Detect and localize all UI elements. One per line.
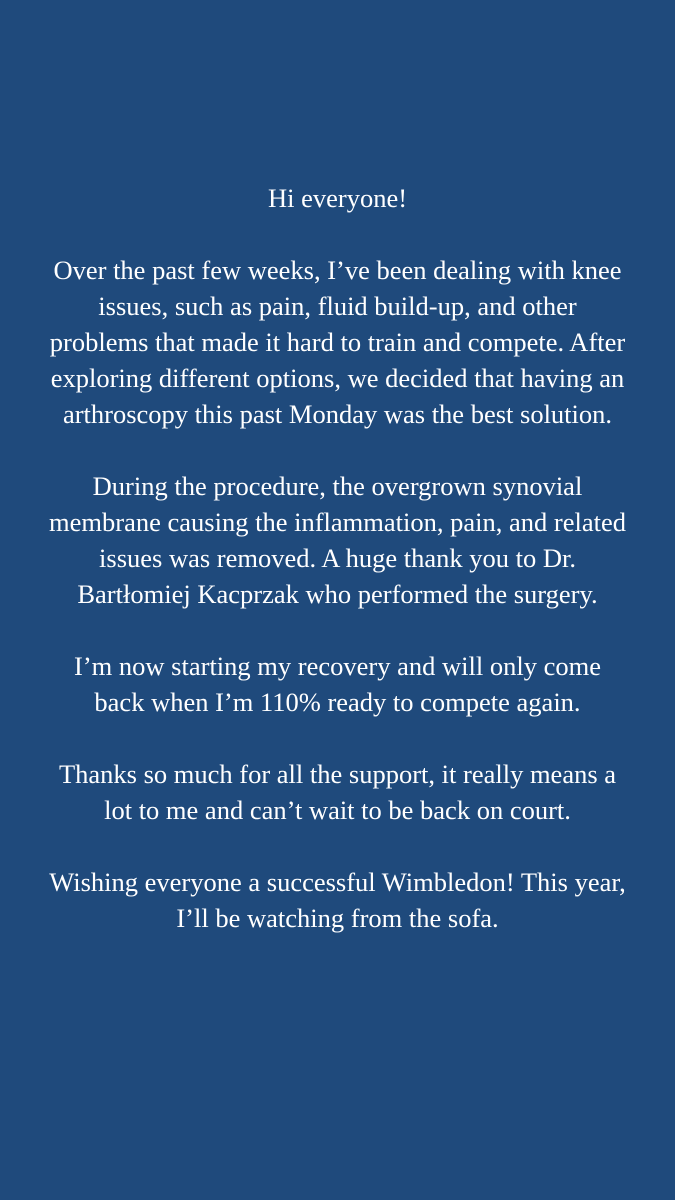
paragraph-recovery: I’m now starting my recovery and will only come back when I’m 110% ready to compete again. [74,651,601,717]
paragraph-knee-issues: Over the past few weeks, I’ve been dealing with knee issues, such as pain, fluid build-up, and other problems that made it hard to train and compete. After exploring different options, we decided that having an arthroscopy this past Monday was the best solution. [49,255,626,429]
paragraph-wimbledon: Wishing everyone a successful Wimbledon! This year, I’ll be watching from the sofa. [49,867,626,933]
greeting-text: Hi everyone! [267,183,408,213]
paragraph-procedure: During the procedure, the overgrown synovial membrane causing the inflammation, pain, and related issues was removed. A huge thank you to Dr. Bartłomiej Kacprzak who performed the surgery. [49,471,626,609]
paragraph-thanks: Thanks so much for all the support, it really means a lot to me and can’t wait to be back on court. [58,759,617,825]
